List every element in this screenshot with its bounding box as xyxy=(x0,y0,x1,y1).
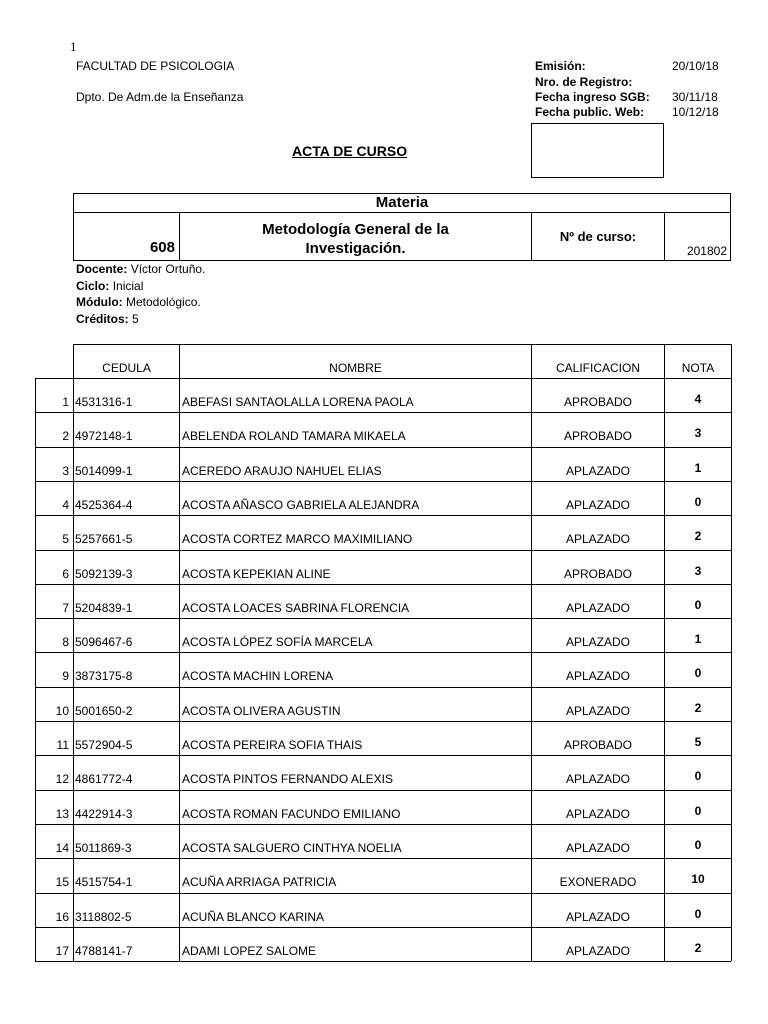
row-number: 2 xyxy=(62,429,69,443)
row-nota: 5 xyxy=(694,735,702,749)
materia-name xyxy=(180,220,531,258)
department-name: Dpto. De Adm.de la Enseñanza xyxy=(76,90,244,104)
row-calificacion: APLAZADO xyxy=(565,635,631,649)
row-nombre: ABEFASI SANTAOLALLA LORENA PAOLA xyxy=(182,395,414,409)
row-calificacion: APLAZADO xyxy=(565,669,631,683)
row-cedula: 3873175-8 xyxy=(75,669,133,683)
modulo-line xyxy=(76,295,201,309)
row-cedula: 4972148-1 xyxy=(75,429,133,443)
row-cedula: 5092139-3 xyxy=(75,567,133,581)
row-nota: 1 xyxy=(694,632,702,646)
row-nombre: ACOSTA AÑASCO GABRIELA ALEJANDRA xyxy=(182,498,420,512)
row-number: 14 xyxy=(55,841,69,855)
row-nombre: ACEREDO ARAUJO NAHUEL ELIAS xyxy=(182,464,382,478)
table-bottom-border xyxy=(35,961,731,962)
row-nota: 0 xyxy=(694,907,702,921)
row-calificacion: APLAZADO xyxy=(565,704,631,718)
row-calificacion: APLAZADO xyxy=(565,601,631,615)
row-cedula: 4788141-7 xyxy=(75,944,133,958)
row-calificacion: APROBADO xyxy=(563,567,632,581)
docente-value: Víctor Ortuño. xyxy=(130,262,206,276)
row-number: 15 xyxy=(55,875,69,889)
header-nombre: NOMBRE xyxy=(329,361,382,375)
ciclo-label: Ciclo: xyxy=(76,279,110,293)
header-calificacion: CALIFICACION xyxy=(555,361,640,375)
row-divider xyxy=(35,447,731,448)
row-nota: 0 xyxy=(694,495,702,509)
row-divider xyxy=(35,858,731,859)
row-number: 17 xyxy=(55,944,69,958)
row-nota: 0 xyxy=(694,598,702,612)
row-nota: 1 xyxy=(694,461,702,475)
row-number: 11 xyxy=(56,738,69,752)
row-number: 12 xyxy=(55,772,69,786)
row-calificacion: APLAZADO xyxy=(565,464,631,478)
row-number: 7 xyxy=(62,601,69,615)
row-number: 16 xyxy=(55,910,69,924)
row-calificacion: APLAZADO xyxy=(565,944,631,958)
row-nota: 10 xyxy=(691,872,705,886)
row-nombre: ACOSTA LÓPEZ SOFÍA MARCELA xyxy=(182,635,373,649)
row-number: 13 xyxy=(55,807,69,821)
curso-label: Nº de curso: xyxy=(559,229,637,244)
creditos-label: Créditos: xyxy=(76,312,129,326)
materia-name-line2: Investigación. xyxy=(305,240,406,257)
row-nombre: ACOSTA OLIVERA AGUSTIN xyxy=(182,704,341,718)
row-divider xyxy=(35,687,731,688)
row-nombre: ACOSTA MACHIN LORENA xyxy=(182,669,334,683)
row-nombre: ACOSTA CORTEZ MARCO MAXIMILIANO xyxy=(182,532,413,546)
row-number: 6 xyxy=(62,567,69,581)
row-divider xyxy=(35,584,731,585)
row-cedula: 4861772-4 xyxy=(75,772,133,786)
registro-label: Nro. de Registro: xyxy=(535,75,633,89)
creditos-value: 5 xyxy=(132,312,139,326)
docente-label: Docente: xyxy=(76,262,128,276)
signature-box xyxy=(531,123,664,178)
row-nombre: ABELENDA ROLAND TAMARA MIKAELA xyxy=(182,429,406,443)
row-cedula: 4525364-4 xyxy=(75,498,133,512)
row-calificacion: APLAZADO xyxy=(565,772,631,786)
row-nombre: ACOSTA SALGUERO CINTHYA NOELIA xyxy=(182,841,402,855)
row-cedula: 5011869-3 xyxy=(75,841,132,855)
row-calificacion: APLAZADO xyxy=(565,910,631,924)
row-calificacion: APLAZADO xyxy=(565,807,631,821)
row-number: 8 xyxy=(62,635,69,649)
fecha-web-value: 10/12/18 xyxy=(672,105,719,119)
materia-heading: Materia xyxy=(375,194,429,211)
fecha-sgb-value: 30/11/18 xyxy=(672,90,718,104)
row-divider xyxy=(35,550,731,551)
row-nota: 0 xyxy=(694,838,702,852)
row-nombre: ACOSTA PEREIRA SOFIA THAIS xyxy=(182,738,363,752)
row-number: 3 xyxy=(62,464,69,478)
row-calificacion: APROBADO xyxy=(563,738,632,752)
row-cedula: 5096467-6 xyxy=(75,635,133,649)
row-nombre: ACOSTA KEPEKIAN ALINE xyxy=(182,567,331,581)
row-calificacion: APROBADO xyxy=(563,429,632,443)
docente-line xyxy=(76,262,205,276)
row-nota: 2 xyxy=(694,529,702,543)
header-cedula: CEDULA xyxy=(102,361,151,375)
row-nombre: ACOSTA LOACES SABRINA FLORENCIA xyxy=(182,601,410,615)
row-nombre: ACUÑA BLANCO KARINA xyxy=(182,910,325,924)
row-calificacion: APLAZADO xyxy=(565,841,631,855)
row-divider xyxy=(35,824,731,825)
row-cedula: 5014099-1 xyxy=(75,464,133,478)
row-calificacion: APLAZADO xyxy=(565,532,631,546)
row-divider xyxy=(35,378,731,379)
modulo-value: Metodológico. xyxy=(126,295,201,309)
row-divider xyxy=(35,618,731,619)
modulo-label: Módulo: xyxy=(76,295,123,309)
row-divider xyxy=(35,481,731,482)
materia-code: 608 xyxy=(149,239,175,256)
row-cedula: 4515754-1 xyxy=(75,875,133,889)
faculty-name: FACULTAD DE PSICOLOGIA xyxy=(76,59,235,73)
row-cedula: 5257661-5 xyxy=(75,532,133,546)
row-divider xyxy=(35,515,731,516)
ciclo-value: Inicial xyxy=(112,279,144,293)
row-cedula: 5001650-2 xyxy=(75,704,133,718)
fecha-sgb-label: Fecha ingreso SGB: xyxy=(535,90,650,104)
header-nota: NOTA xyxy=(681,361,715,375)
row-nota: 2 xyxy=(694,941,702,955)
row-number: 4 xyxy=(62,498,69,512)
row-divider xyxy=(35,721,731,722)
row-divider xyxy=(35,790,731,791)
row-nombre: ACUÑA ARRIAGA PATRICIA xyxy=(182,875,337,889)
curso-value: 201802 xyxy=(686,244,727,258)
row-cedula: 5204839-1 xyxy=(75,601,133,615)
ciclo-line xyxy=(76,279,143,293)
row-cedula: 3118802-5 xyxy=(75,910,132,924)
row-number: 1 xyxy=(62,395,69,409)
row-nota: 3 xyxy=(694,426,702,440)
emission-value: 20/10/18 xyxy=(672,59,719,73)
row-number: 5 xyxy=(62,532,69,546)
row-nota: 0 xyxy=(694,666,702,680)
row-divider xyxy=(35,893,731,894)
row-number: 10 xyxy=(55,704,69,718)
row-nota: 2 xyxy=(694,701,702,715)
materia-name-line1: Metodología General de la xyxy=(262,221,449,238)
page-number: 1 xyxy=(70,39,77,54)
row-nombre: ACOSTA PINTOS FERNANDO ALEXIS xyxy=(182,772,393,786)
row-nota: 4 xyxy=(694,392,702,406)
row-cedula: 5572904-5 xyxy=(75,738,133,752)
row-divider xyxy=(35,755,731,756)
row-nombre: ACOSTA ROMAN FACUNDO EMILIANO xyxy=(182,807,401,821)
row-cedula: 4531316-1 xyxy=(75,395,133,409)
row-number: 9 xyxy=(62,669,69,683)
row-cedula: 4422914-3 xyxy=(75,807,133,821)
creditos-line xyxy=(76,312,139,326)
fecha-web-label: Fecha public. Web: xyxy=(535,105,645,119)
row-calificacion: APROBADO xyxy=(563,395,632,409)
row-nota: 3 xyxy=(694,564,702,578)
emission-label: Emisión: xyxy=(535,59,586,73)
row-calificacion: EXONERADO xyxy=(559,875,637,889)
row-nombre: ADAMI LOPEZ SALOME xyxy=(182,944,317,958)
row-divider xyxy=(35,927,731,928)
row-nota: 0 xyxy=(694,804,702,818)
row-calificacion: APLAZADO xyxy=(565,498,631,512)
row-divider xyxy=(35,652,731,653)
row-divider xyxy=(35,412,731,413)
document-title: ACTA DE CURSO xyxy=(292,143,408,159)
row-nota: 0 xyxy=(694,769,702,783)
